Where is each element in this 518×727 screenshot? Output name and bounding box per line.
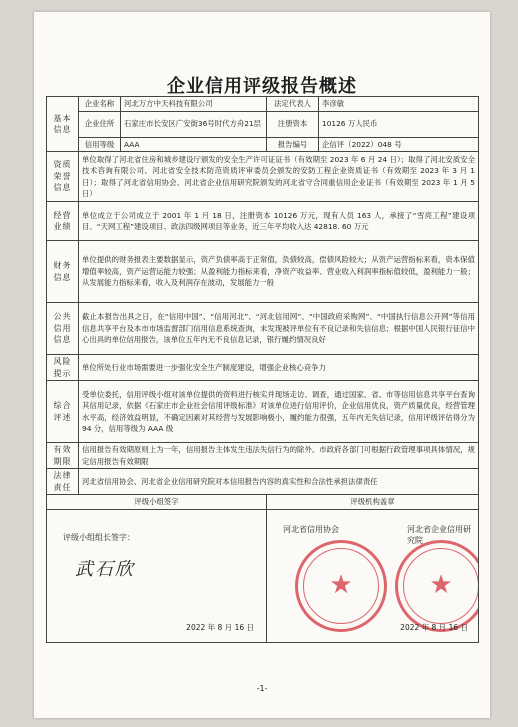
legal-rep-label: 法定代表人 [267, 97, 319, 112]
capital: 10126 万人民币 [319, 111, 479, 137]
star-icon: ★ [429, 569, 453, 600]
performance-text: 单位成立于公司成立于 2001 年 1 月 18 日，注册资本 10126 万元，现有人员 163 人，承接了“雪亮工程”建设项目、“天网工程”建设项目、政法四级网项目等业务，近三年平均收入达 42818. 60 万元 [79, 202, 479, 241]
overall-text: 受单位委托，信用评级小组对该单位提供的资料进行核实并现场走访、调查，通过国家、省、市等信用信息共享平台查询其信用记录，依据《石家庄市企业社会信用评级标准》对该单位进行信用评价，企业信用优良，资产质量优良，经营管理水平高，经济效益明显，不确定因素对其经营与发展影响极小，履约能力很强，五年内无失信记录，信用评级评估得分为 94 分，信用等级为 AAA 级 [79, 381, 479, 443]
star-icon: ★ [329, 569, 353, 600]
qualification-text: 单位取得了河北省住房和城乡建设厅颁发的安全生产许可证证书（有效期至 2023 年 6 月 24 日）；取得了河北安质安全技术咨询有限公司、河北省安全技术防范资质评审委员会颁发的安防工程企业资质证书（有效期至 2023 年 3 月 1 日）；取得了河北省信用协会、河北省企业信用研究院颁发的河北省守合同重信用企业证书（有效期至 2023 年 1 月 5 日） [79, 152, 479, 202]
capital-label: 注册资本 [267, 111, 319, 137]
left-date: 2022 年 8 月 16 日 [186, 623, 254, 632]
sign-left-header: 评级小组签字 [47, 495, 267, 510]
section-public-credit: 公共信用信息 [47, 303, 79, 355]
seal-credit-institute [395, 540, 479, 632]
section-overall: 综合评述 [47, 381, 79, 443]
handwritten-signature: 武石欣 [75, 558, 135, 580]
sign-right-header: 评级机构盖章 [267, 495, 479, 510]
address-label: 企业住所 [79, 111, 121, 137]
grade-label: 信用等级 [79, 137, 121, 152]
seal-credit-association [295, 540, 387, 632]
page-title: 企业信用评级报告概述 [167, 76, 357, 97]
report-no: 企信评（2022）048 号 [319, 137, 479, 152]
section-basic: 基本信息 [47, 97, 79, 152]
org-credit-association: 河北省信用协会 [283, 524, 339, 534]
sign-left-cell [47, 509, 267, 642]
public-credit-text: 截止本报告出具之日，在“信用中国”、“信用河北”、“河北信用网”、“中国政府采购网”、“中国执行信息公开网”等信用信息共享平台及本市市场监督部门信用信息系统查询，未发现被评单位有不良记录和失信信息；根据中国人民银行征信中心出具的单位信用报告，该单位五年内无不良信息记录，银行履约情况良好 [79, 303, 479, 355]
address: 石家庄市长安区广安街36号时代方舟21层 [121, 111, 267, 137]
grade: AAA [121, 137, 267, 152]
right-date: 2022 年 8 月 16 日 [400, 623, 468, 632]
seal-ring [403, 548, 479, 624]
leader-label: 评级小组组长签字： [63, 532, 135, 542]
sign-right-cell [267, 509, 479, 642]
report-table [46, 96, 479, 643]
section-risk: 风险提示 [47, 355, 79, 381]
section-legal: 法律责任 [47, 469, 79, 495]
legal-rep: 李彦敏 [319, 97, 479, 112]
section-qualification: 资质荣誉信息 [47, 152, 79, 202]
risk-text: 单位所处行业市场需要进一步强化安全生产制度建设，增强企业核心竞争力 [79, 355, 479, 381]
section-performance: 经营业绩 [47, 202, 79, 241]
company-name-label: 企业名称 [79, 97, 121, 112]
section-validity: 有效期限 [47, 443, 79, 469]
document-page [34, 12, 490, 718]
validity-text: 信用报告有效期原则上为一年，信用报告主体发生违法失信行为的除外。市政府各部门可根据行政管理事项具体情况，规定信用报告有效期限 [79, 443, 479, 469]
company-name: 河北万方中天科技有限公司 [121, 97, 267, 112]
report-no-label: 报告编号 [267, 137, 319, 152]
legal-text: 河北省信用协会、河北省企业信用研究院对本信用报告内容的真实性和合法性承担法律责任 [79, 469, 479, 495]
finance-text: 单位提供的财务报表主要数据显示，资产负债率高于正常值，负债较高，偿债风险较大；从资产运营指标来看，资本保值增值率较高，资产运营运能力较强；从盈利能力指标来看，净资产收益率、营业收入利润率指标值较低，盈利能力一般；从发展能力指标来看，收入及利润存在波动，发展能力一般 [79, 241, 479, 303]
seal-ring [303, 548, 379, 624]
section-finance: 财务信息 [47, 241, 79, 303]
org-credit-institute: 河北省企业信用研究院 [407, 524, 471, 545]
page-number: -1- [256, 684, 268, 693]
